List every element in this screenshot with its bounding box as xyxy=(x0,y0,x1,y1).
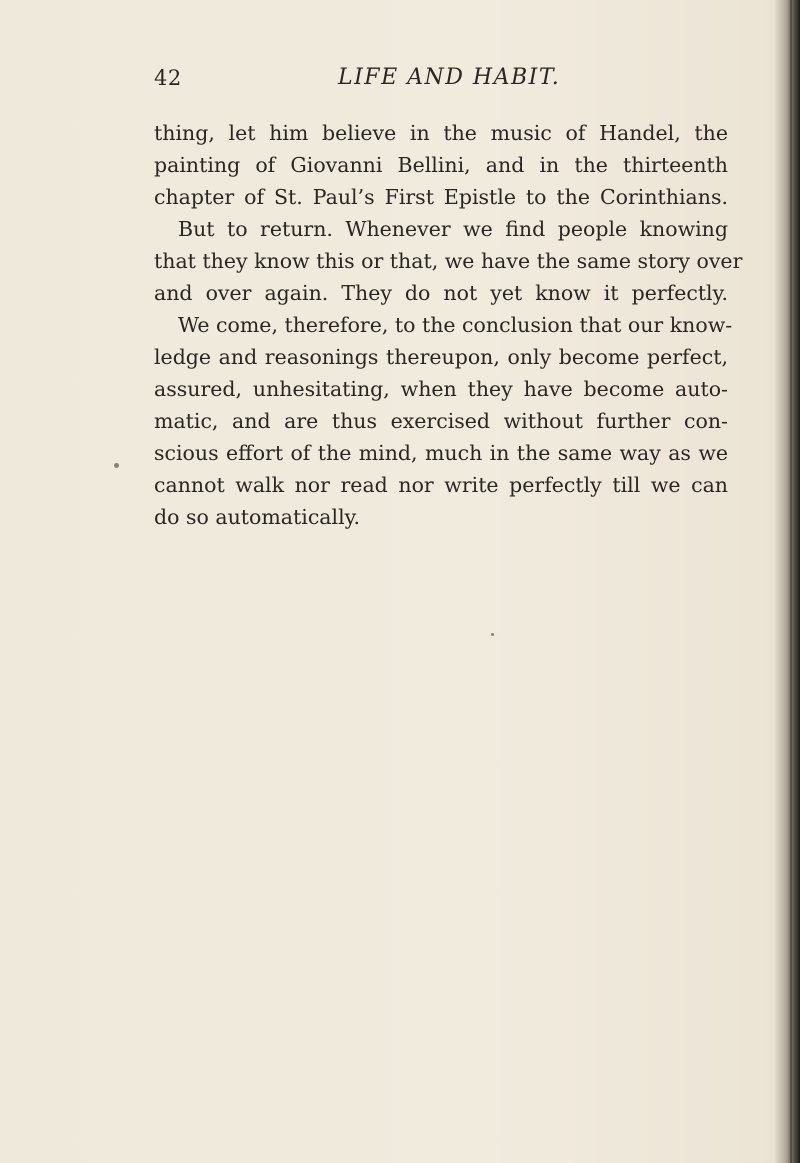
body-text xyxy=(154,117,743,533)
text-line: painting of Giovanni Bellini, and in the thirteenth xyxy=(154,153,728,177)
page-edge-shadow xyxy=(774,0,800,1163)
text-line: and over again. They do not yet know it perfectly. xyxy=(154,281,728,305)
text-line: that they know this or that, we have the same story over xyxy=(154,249,743,273)
text-line: do so automatically. xyxy=(154,505,361,529)
text-line: scious effort of the mind, much in the same way as we xyxy=(154,441,728,465)
text-line: But to return. Whenever we find people knowing xyxy=(178,217,728,241)
text-line: chapter of St. Paul’s First Epistle to the Corinthians. xyxy=(154,185,728,209)
page-edge-line xyxy=(790,0,792,1163)
text-line: thing, let him believe in the music of Handel, the xyxy=(154,121,728,145)
text-line: assured, unhesitating, when they have become auto- xyxy=(154,377,728,401)
paper-speck xyxy=(491,633,494,636)
text-line: ledge and reasonings thereupon, only become perfect, xyxy=(154,345,728,369)
running-title: LIFE AND HABIT. xyxy=(338,65,561,90)
text-line: matic, and are thus exercised without further con- xyxy=(154,409,728,433)
text-line: We come, therefore, to the conclusion that our know- xyxy=(178,313,733,337)
text-line: cannot walk nor read nor write perfectly till we can xyxy=(154,473,728,497)
page-number: 42 xyxy=(154,66,182,90)
running-head xyxy=(154,66,728,96)
paper-speck xyxy=(114,463,119,468)
